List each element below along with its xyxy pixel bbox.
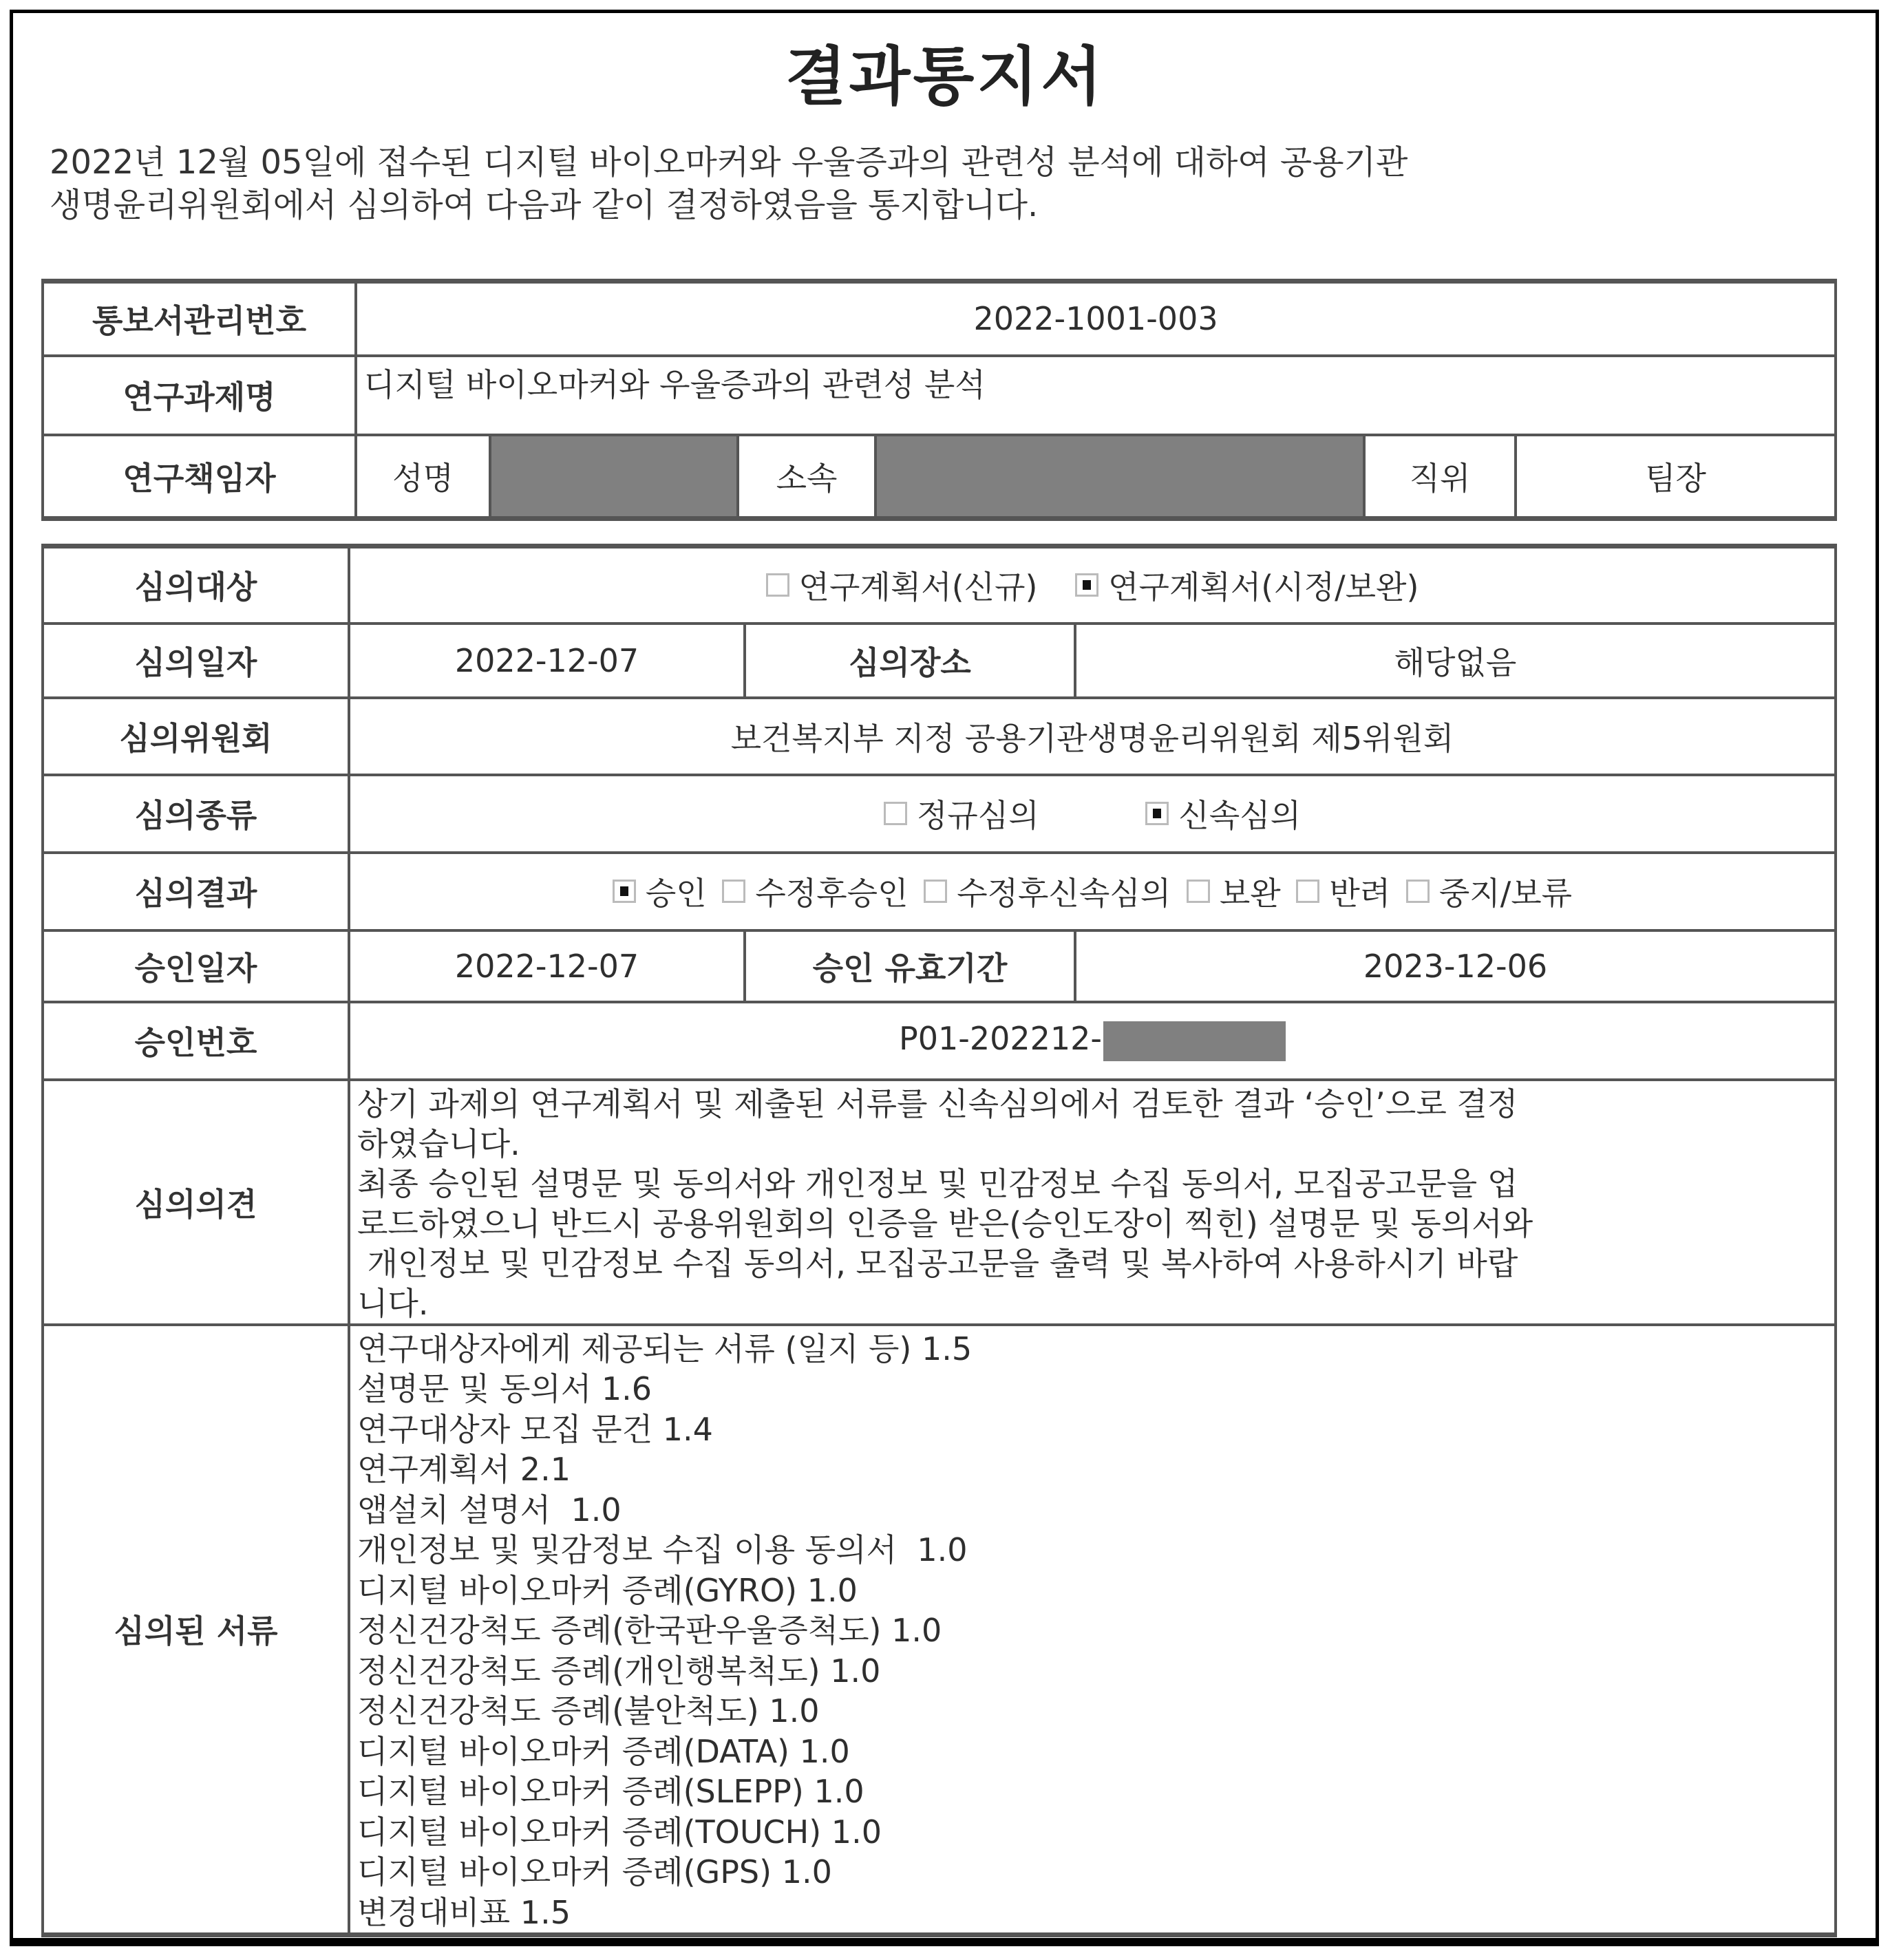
document-item: 연구계획서 2.1	[357, 1451, 571, 1488]
opinion-text	[349, 1080, 1836, 1325]
approval-date-label: 승인일자	[43, 930, 349, 1002]
opinion-line: 하였습니다.	[357, 1125, 520, 1162]
checkbox-unchecked-icon[interactable]	[1187, 880, 1210, 903]
committee-label: 심의위원회	[43, 698, 349, 775]
checkbox-unchecked-icon[interactable]	[924, 880, 947, 903]
pi-name-label: 성명	[356, 435, 490, 519]
document-title: 결과통지서	[785, 39, 1105, 114]
document-item: 정신건강척도 증례(개인행복척도) 1.0	[357, 1652, 881, 1690]
document-item: 디지털 바이오마커 증례(DATA) 1.0	[357, 1732, 850, 1770]
notice-number-label: 통보서관리번호	[43, 281, 356, 356]
option-suspended[interactable]	[1406, 869, 1572, 914]
documents-label: 심의된 서류	[43, 1325, 349, 1935]
committee-value: 보건복지부 지정 공용기관생명윤리위원회 제5위원회	[349, 698, 1836, 775]
approval-number-redacted	[1103, 1021, 1286, 1061]
document-item: 디지털 바이오마커 증례(TOUCH) 1.0	[357, 1813, 882, 1851]
validity-label: 승인 유효기간	[745, 930, 1075, 1002]
document-item: 디지털 바이오마커 증례(GPS) 1.0	[357, 1853, 832, 1890]
checkbox-unchecked-icon[interactable]	[1296, 880, 1319, 903]
validity-value: 2023-12-06	[1075, 930, 1836, 1002]
project-info-table	[41, 279, 1837, 521]
document-item: 연구대상자에게 제공되는 서류 (일지 등) 1.5	[357, 1330, 973, 1367]
checkbox-checked-icon[interactable]	[1075, 573, 1098, 597]
review-place-label: 심의장소	[745, 624, 1075, 698]
option-rejected[interactable]	[1296, 869, 1390, 914]
approval-number-prefix: P01-202212-	[898, 1020, 1103, 1058]
option-label: 반려	[1329, 875, 1391, 912]
pi-affiliation-label: 소속	[738, 435, 875, 519]
pi-position-value: 팀장	[1516, 435, 1836, 519]
option-new-protocol[interactable]	[766, 562, 1038, 608]
review-target-options	[349, 546, 1836, 624]
review-date-value: 2022-12-07	[349, 624, 745, 698]
document-item: 개인정보 및 및감정보 수집 이용 동의서 1.0	[357, 1531, 968, 1568]
document-item: 앱설치 설명서 1.0	[357, 1491, 622, 1528]
document-item: 변경대비표 1.5	[357, 1893, 571, 1931]
document-item: 정신건강척도 증례(한국판우울증척도) 1.0	[357, 1612, 942, 1649]
review-result-options	[349, 853, 1836, 930]
option-approved[interactable]	[613, 869, 707, 914]
approval-number-value	[349, 1002, 1836, 1080]
option-supplement[interactable]	[1187, 869, 1281, 914]
approval-number-label: 승인번호	[43, 1002, 349, 1080]
notice-number-value: 2022-1001-003	[356, 281, 1836, 356]
checkbox-unchecked-icon[interactable]	[1406, 880, 1430, 903]
checkbox-checked-icon[interactable]	[1145, 802, 1169, 825]
project-title-label: 연구과제명	[43, 356, 356, 435]
review-target-label: 심의대상	[43, 546, 349, 624]
opinion-line: 최종 승인된 설명문 및 동의서와 개인정보 및 민감정보 수집 동의서, 모집공고문을 업	[357, 1164, 1518, 1202]
pi-position-label: 직위	[1364, 435, 1516, 519]
option-expedited-review[interactable]	[1145, 791, 1301, 836]
opinion-label: 심의의견	[43, 1080, 349, 1325]
review-result-label: 심의결과	[43, 853, 349, 930]
option-label: 승인	[645, 875, 707, 912]
document-item: 설명문 및 동의서 1.6	[357, 1370, 652, 1407]
option-label: 중지/보류	[1438, 875, 1573, 912]
project-title-value: 디지털 바이오마커와 우울증과의 관련성 분석	[356, 356, 1836, 435]
option-approved-after-revision[interactable]	[722, 869, 908, 914]
checkbox-unchecked-icon[interactable]	[722, 880, 745, 903]
opinion-line: 로드하였으니 반드시 공용위원회의 인증을 받은(승인도장이 찍힌) 설명문 및 동의서와	[357, 1204, 1533, 1242]
pi-affiliation-redacted	[875, 435, 1364, 519]
review-place-value: 해당없음	[1075, 624, 1836, 698]
pi-label: 연구책임자	[43, 435, 356, 519]
review-date-label: 심의일자	[43, 624, 349, 698]
option-label: 수정후승인	[755, 875, 909, 912]
opinion-line: 상기 과제의 연구계획서 및 제출된 서류를 신속심의에서 검토한 결과 ‘승인’으로 결정	[357, 1085, 1518, 1122]
pi-name-redacted	[490, 435, 738, 519]
opinion-line: 니다.	[357, 1284, 429, 1322]
option-label: 신속심의	[1178, 797, 1302, 834]
option-label: 연구계획서(신규)	[798, 568, 1038, 606]
checkbox-checked-icon[interactable]	[613, 880, 636, 903]
option-regular-review[interactable]	[884, 791, 1039, 836]
intro-line-2: 생명윤리위원회에서 심의하여 다음과 같이 결정하였음을 통지합니다.	[50, 186, 1039, 224]
review-details-table	[41, 544, 1837, 1937]
option-label: 보완	[1219, 875, 1281, 912]
review-type-options	[349, 775, 1836, 853]
document-item: 디지털 바이오마커 증례(GYRO) 1.0	[357, 1571, 858, 1609]
review-type-label: 심의종류	[43, 775, 349, 853]
document-item: 디지털 바이오마커 증례(SLEPP) 1.0	[357, 1773, 864, 1810]
document-item: 연구대상자 모집 문건 1.4	[357, 1410, 713, 1448]
documents-list	[349, 1325, 1836, 1935]
option-revised-protocol[interactable]	[1075, 562, 1419, 608]
option-expedited-after-revision[interactable]	[924, 869, 1171, 914]
approval-date-value: 2022-12-07	[349, 930, 745, 1002]
opinion-line: 개인정보 및 민감정보 수집 동의서, 모집공고문을 출력 및 복사하여 사용하시기 바랍	[357, 1244, 1518, 1282]
option-label: 수정후신속심의	[957, 875, 1171, 912]
document-item: 정신건강척도 증례(불안척도) 1.0	[357, 1692, 820, 1729]
checkbox-unchecked-icon[interactable]	[884, 802, 907, 825]
intro-line-1: 2022년 12월 05일에 접수된 디지털 바이오마커와 우울증과의 관련성 분석에 대하여 공용기관	[50, 143, 1408, 182]
option-label: 정규심의	[916, 797, 1039, 834]
option-label: 연구계획서(시정/보완)	[1108, 568, 1419, 606]
checkbox-unchecked-icon[interactable]	[766, 573, 789, 597]
intro-paragraph	[50, 141, 1846, 226]
